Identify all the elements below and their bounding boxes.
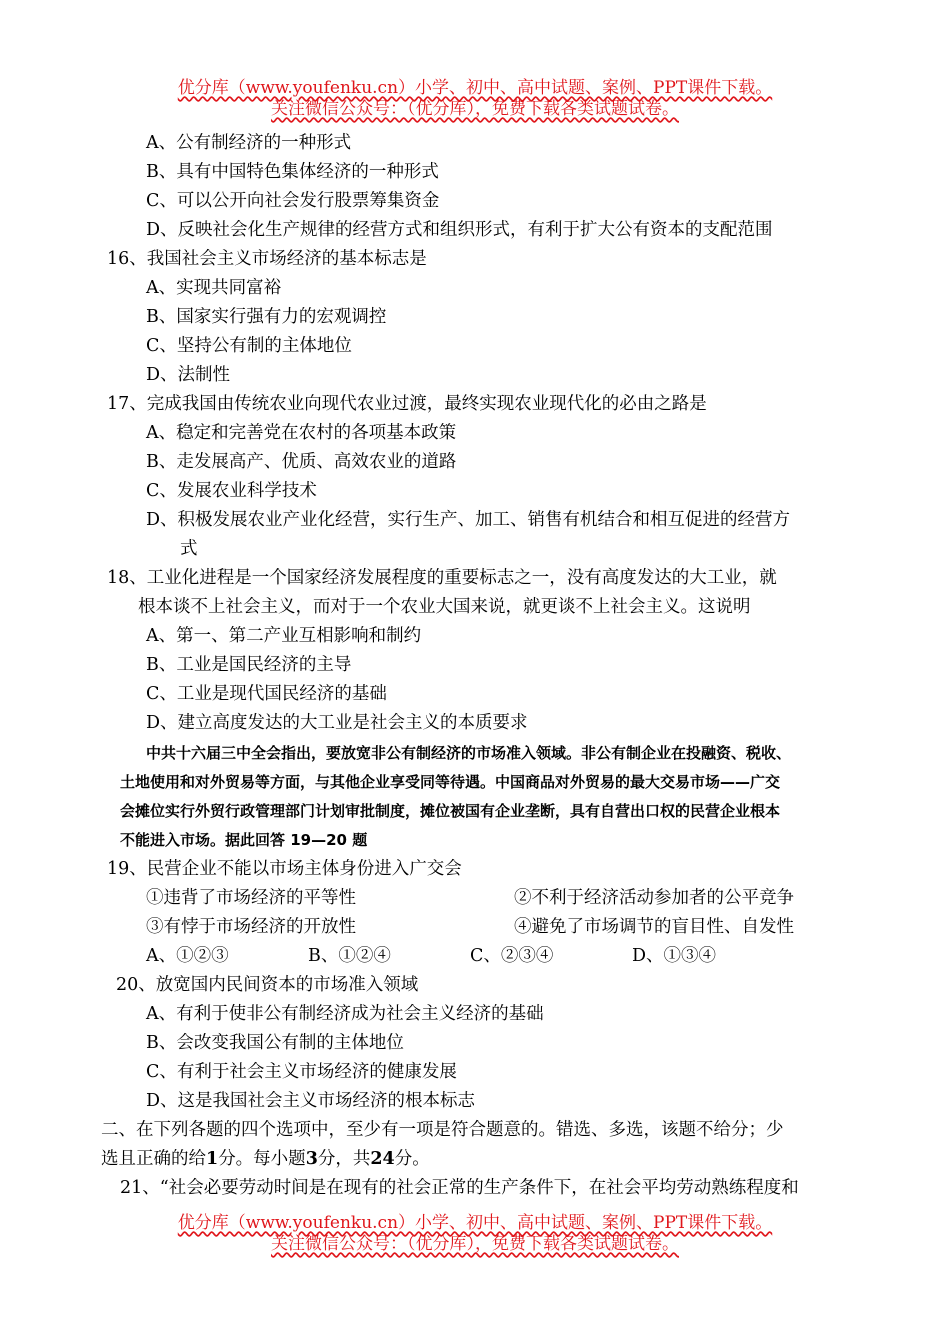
q20-option-d: D、这是我国社会主义市场经济的根本标志 (146, 1091, 476, 1111)
q17-option-b: B、走发展高产、优质、高效农业的道路 (146, 452, 457, 472)
q19-statement-1: ①违背了市场经济的平等性 (146, 888, 356, 908)
material-line4: 不能进入市场。据此回答 19—20 题 (120, 831, 368, 849)
q18-option-d: D、建立高度发达的大工业是社会主义的本质要求 (146, 713, 528, 733)
q19-statement-3: ③有悖于市场经济的开放性 (146, 917, 356, 937)
q16-option-b: B、国家实行强有力的宏观调控 (146, 307, 387, 327)
q17-option-a: A、稳定和完善党在农村的各项基本政策 (146, 423, 457, 443)
material-line3: 会摊位实行外贸行政管理部门计划审批制度，摊位被国有企业垄断，具有自营出口权的民营企业根本 (120, 802, 781, 820)
q18-stem-line2: 根本谈不上社会主义，而对于一个农业大国来说，就更谈不上社会主义。这说明 (138, 597, 751, 617)
q19-option-c: C、②③④ (470, 946, 554, 966)
q15-option-d: D、反映社会化生产规律的经营方式和组织形式，有利于扩大公有资本的支配范围 (146, 220, 773, 240)
q19-option-b: B、①②④ (308, 946, 391, 966)
q15-option-b: B、具有中国特色集体经济的一种形式 (146, 162, 439, 182)
section2-points-total: 24 (370, 1149, 395, 1169)
watermark-bottom-line1[interactable]: 优分库（www.youfenku.cn）小学、初中、高中试题、案例、PPT课件下载。 (177, 1213, 773, 1233)
q19-stem: 19、民营企业不能以市场主体身份进入广交会 (107, 859, 462, 879)
section2-instruction-line2 (101, 1148, 430, 1170)
q20-option-b: B、会改变我国公有制的主体地位 (146, 1033, 404, 1053)
q20-option-a: A、有利于使非公有制经济成为社会主义经济的基础 (146, 1004, 544, 1024)
section2-text-a: 选且正确的给 (101, 1149, 206, 1169)
q15-option-c: C、可以公开向社会发行股票筹集资金 (146, 191, 440, 211)
section2-instruction-line1: 二、在下列各题的四个选项中，至少有一项是符合题意的。错选、多选，该题不给分；少 (101, 1120, 784, 1140)
watermark-bottom-line2[interactable]: 关注微信公众号：（优分库），免费下载各类试题试卷。 (271, 1234, 679, 1254)
q15-option-a: A、公有制经济的一种形式 (146, 133, 352, 153)
q17-option-d-line1: D、积极发展农业产业化经营，实行生产、加工、销售有机结合和相互促进的经营方 (146, 510, 791, 530)
q16-option-a: A、实现共同富裕 (146, 278, 282, 298)
q18-option-a: A、第一、第二产业互相影响和制约 (146, 626, 422, 646)
q19-statement-2: ②不利于经济活动参加者的公平竞争 (514, 888, 794, 908)
q19-statement-4: ④避免了市场调节的盲目性、自发性 (514, 917, 794, 937)
section2-text-e: 分，共 (317, 1149, 371, 1169)
q17-stem: 17、完成我国由传统农业向现代农业过渡，最终实现农业现代化的必由之路是 (107, 394, 707, 414)
q19-option-a: A、①②③ (146, 946, 229, 966)
q21-stem: 21、“社会必要劳动时间是在现有的社会正常的生产条件下，在社会平均劳动熟练程度和 (120, 1178, 799, 1198)
q20-option-c: C、有利于社会主义市场经济的健康发展 (146, 1062, 457, 1082)
q16-stem: 16、我国社会主义市场经济的基本标志是 (107, 249, 427, 269)
section2-points-partial: 1 (206, 1149, 219, 1169)
q20-stem: 20、放宽国内民间资本的市场准入领域 (116, 975, 419, 995)
watermark-top-line2[interactable]: 关注微信公众号：（优分库），免费下载各类试题试卷。 (271, 99, 679, 119)
q16-option-d: D、法制性 (146, 365, 231, 385)
q18-option-c: C、工业是现代国民经济的基础 (146, 684, 387, 704)
material-line1: 中共十六届三中全会指出，要放宽非公有制经济的市场准入领域。非公有制企业在投融资、税收、 (146, 744, 792, 762)
q16-option-c: C、坚持公有制的主体地位 (146, 336, 352, 356)
section2-points-each: 3 (305, 1149, 318, 1169)
watermark-top-line1[interactable]: 优分库（www.youfenku.cn）小学、初中、高中试题、案例、PPT课件下载。 (177, 78, 773, 98)
section2-text-c: 分。每小题 (218, 1149, 306, 1169)
material-line2: 土地使用和对外贸易等方面，与其他企业享受同等待遇。中国商品对外贸易的最大交易市场——广交 (120, 773, 781, 791)
q19-option-d: D、①③④ (632, 946, 717, 966)
q17-option-d-line2: 式 (180, 539, 198, 559)
q18-stem-line1: 18、工业化进程是一个国家经济发展程度的重要标志之一，没有高度发达的大工业，就 (107, 568, 777, 588)
q17-option-c: C、发展农业科学技术 (146, 481, 317, 501)
q18-option-b: B、工业是国民经济的主导 (146, 655, 352, 675)
section2-text-g: 分。 (394, 1149, 430, 1169)
